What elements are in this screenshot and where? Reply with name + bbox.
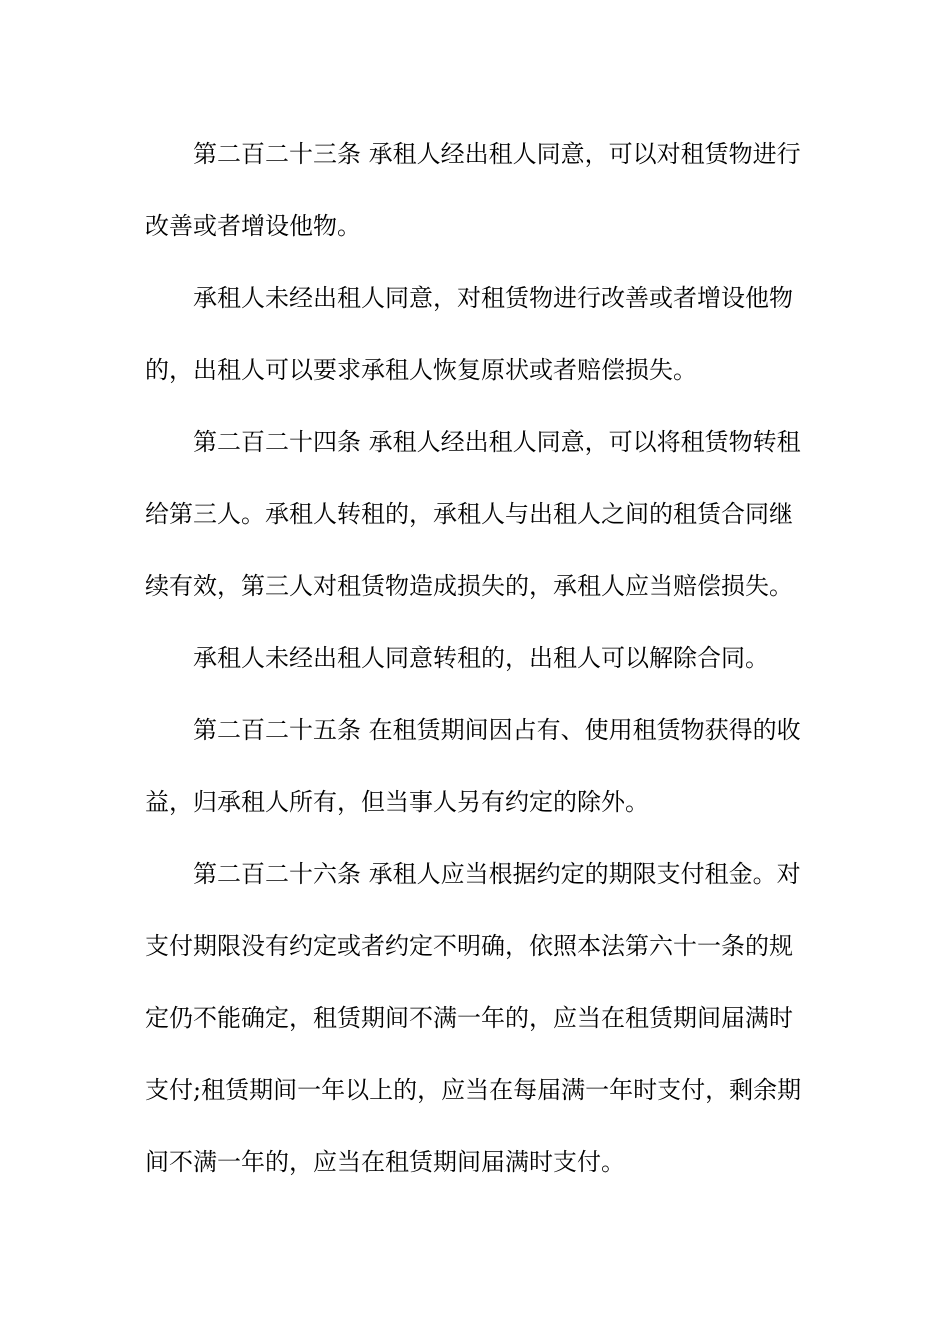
article-224-line-3: 续有效，第三人对租赁物造成损失的，承租人应当赔偿损失。 (145, 572, 793, 600)
article-225-line-2: 益，归承租人所有，但当事人另有约定的除外。 (145, 788, 649, 816)
article-224-line-2: 给第三人。承租人转租的，承租人与出租人之间的租赁合同继 (145, 500, 793, 528)
article-223-line-1: 第二百二十三条 承租人经出租人同意，可以对租赁物进行 (193, 140, 801, 168)
article-226-line-2: 支付期限没有约定或者约定不明确，依照本法第六十一条的规 (145, 932, 793, 960)
article-223-line-2: 改善或者增设他物。 (145, 212, 361, 240)
article-226-line-5: 间不满一年的，应当在租赁期间届满时支付。 (145, 1148, 625, 1176)
document-body (145, 118, 813, 1198)
article-223-para2-line-2: 的，出租人可以要求承租人恢复原状或者赔偿损失。 (145, 356, 697, 384)
article-226-line-3: 定仍不能确定，租赁期间不满一年的，应当在租赁期间届满时 (145, 1004, 793, 1032)
article-225-line-1: 第二百二十五条 在租赁期间因占有、使用租赁物获得的收 (193, 716, 801, 744)
article-224-line-1: 第二百二十四条 承租人经出租人同意，可以将租赁物转租 (193, 428, 801, 456)
article-223-para2-line-1: 承租人未经出租人同意，对租赁物进行改善或者增设他物 (193, 284, 793, 312)
article-224-para2-line-1: 承租人未经出租人同意转租的，出租人可以解除合同。 (193, 644, 769, 672)
article-226-line-4: 支付;租赁期间一年以上的，应当在每届满一年时支付，剩余期 (145, 1076, 802, 1104)
article-226-line-1: 第二百二十六条 承租人应当根据约定的期限支付租金。对 (193, 860, 801, 888)
